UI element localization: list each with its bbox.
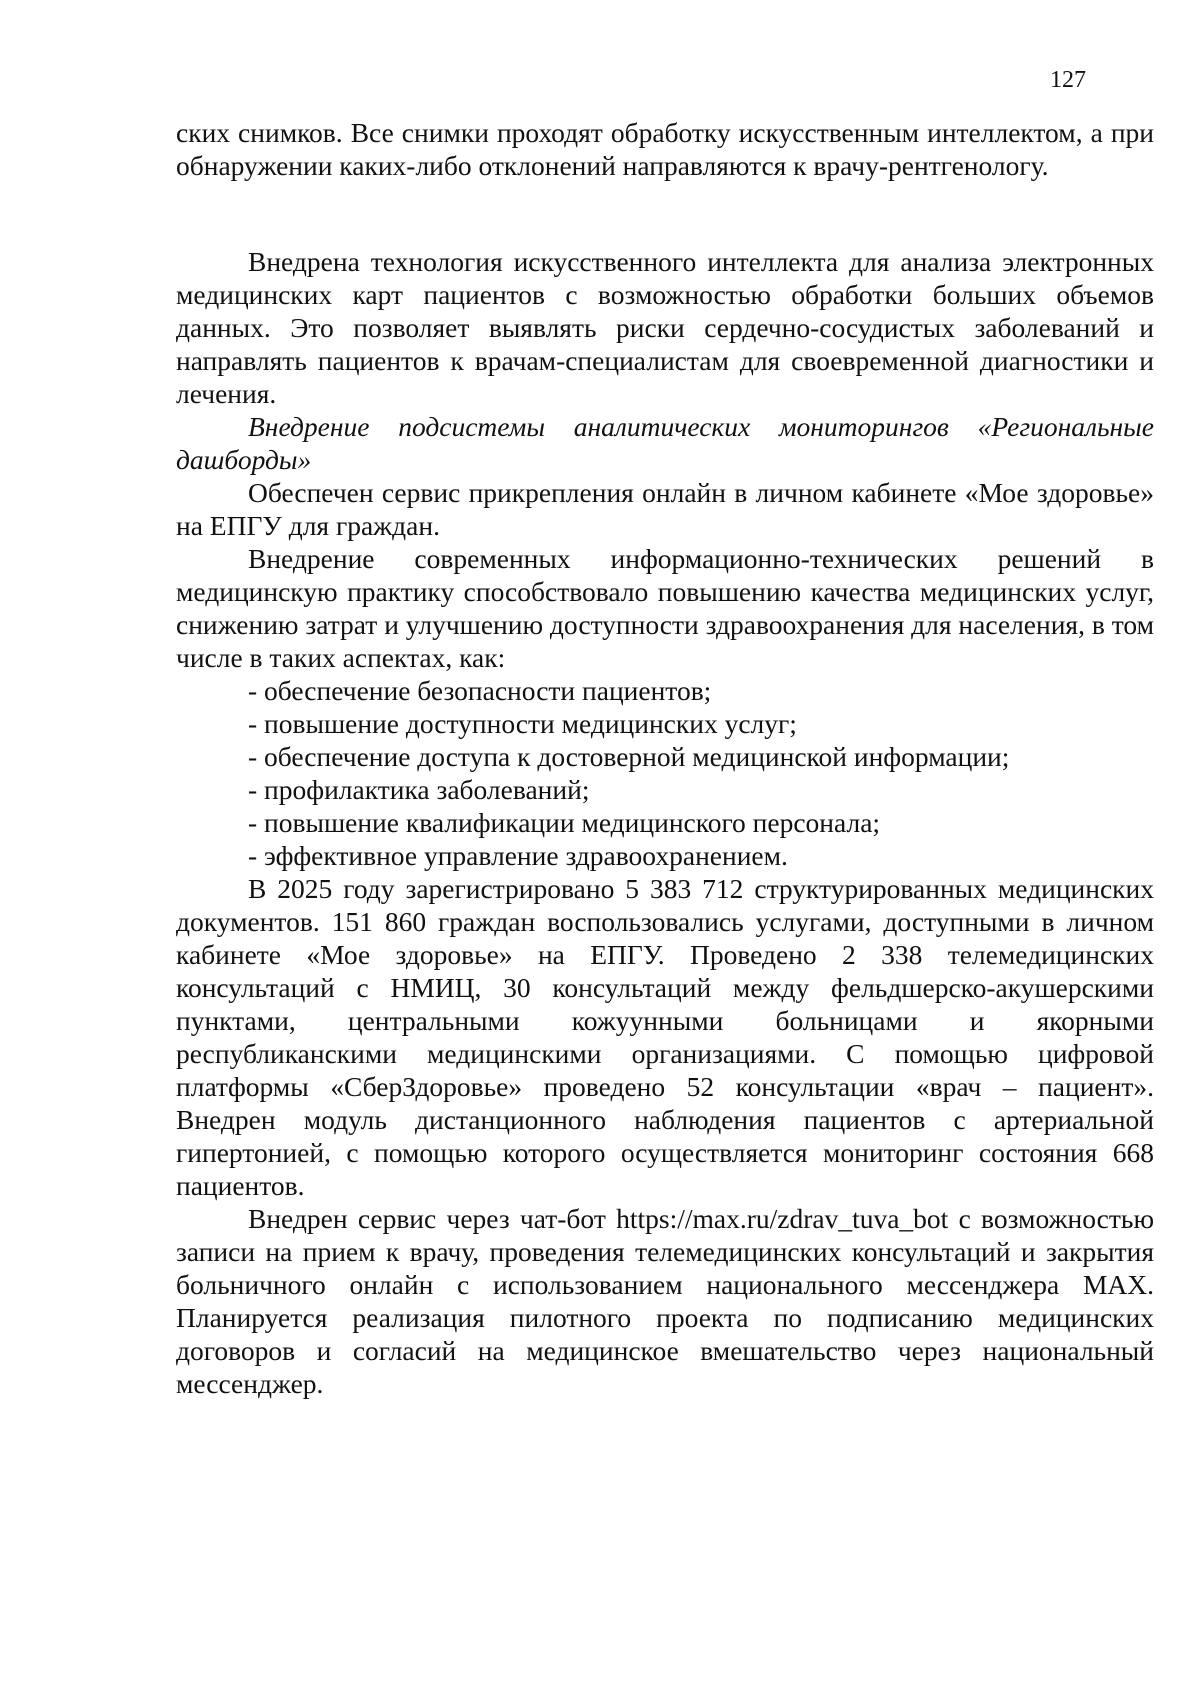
continuation-paragraph: ских снимков. Все снимки проходят обработку искусственным интеллектом, а при обнаружении каких-либо отклонений направляются к врачу-рентгенологу. [176,117,1154,181]
continuation-block [176,116,1154,182]
list-item: - повышение квалификации медицинского персонала; [248,807,881,838]
intro-paragraph: Внедрение современных информационно-технических решений в медицинскую практику способствовало повышению качества медицинских услуг, снижению затрат и улучшению доступности здравоохранения для населения, в том числе в таких аспектах, как: [176,543,1154,673]
aspects-list [176,674,1154,872]
section-heading: Внедрение подсистемы аналитических мониторингов «Региональные дашборды» [176,411,1154,475]
chatbot-paragraph: Внедрен сервис через чат-бот https://max.ru/zdrav_tuva_bot с возможностью записи на прием к врачу, проведения телемедицинских консультаций и закрытия больничного онлайн с использованием национального мессенджера MAX. Планируется реализация пилотного проекта по подписанию медицинских договоров и согласий на медицинское вмешательство через национальный мессенджер. [176,1203,1154,1399]
page-number: 127 [1050,67,1086,93]
ai-paragraph: Внедрена технология искусственного интеллекта для анализа электронных медицинских карт пациентов с возможностью обработки больших объемов данных. Это позволяет выявлять риски сердечно-сосудистых заболеваний и направлять пациентов к врачам-специалистам для своевременной диагностики и лечения. [176,246,1154,409]
list-item: - обеспечение безопасности пациентов; [248,675,712,706]
stats-paragraph: В 2025 году зарегистрировано 5 383 712 структурированных медицинских документов. 151 860 граждан воспользовались услугами, доступными в личном кабинете «Мое здоровье» на ЕПГУ. Проведено 2 338 телемедицинских консультаций с НМИЦ, 30 консультаций между фельдшерско-акушерскими пунктами, центральными кожуунными больницами и якорными республиканскими медицинскими организациями. С помощью цифровой платформы «СберЗдоровье» проведено 52 консультации «врач – пациент». Внедрен модуль дистанционного наблюдения пациентов с артериальной гипертонией, с помощью которого осуществляется мониторинг состояния 668 пациентов. [176,873,1154,1201]
list-item: - повышение доступности медицинских услуг; [248,708,797,739]
list-item: - обеспечение доступа к достоверной медицинской информации; [248,741,1010,772]
list-item: - профилактика заболеваний; [248,774,590,805]
main-text-block [176,245,1154,1400]
list-item: - эффективное управление здравоохранением. [248,840,788,871]
service-paragraph: Обеспечен сервис прикрепления онлайн в личном кабинете «Мое здоровье» на ЕПГУ для граждан. [176,477,1154,541]
